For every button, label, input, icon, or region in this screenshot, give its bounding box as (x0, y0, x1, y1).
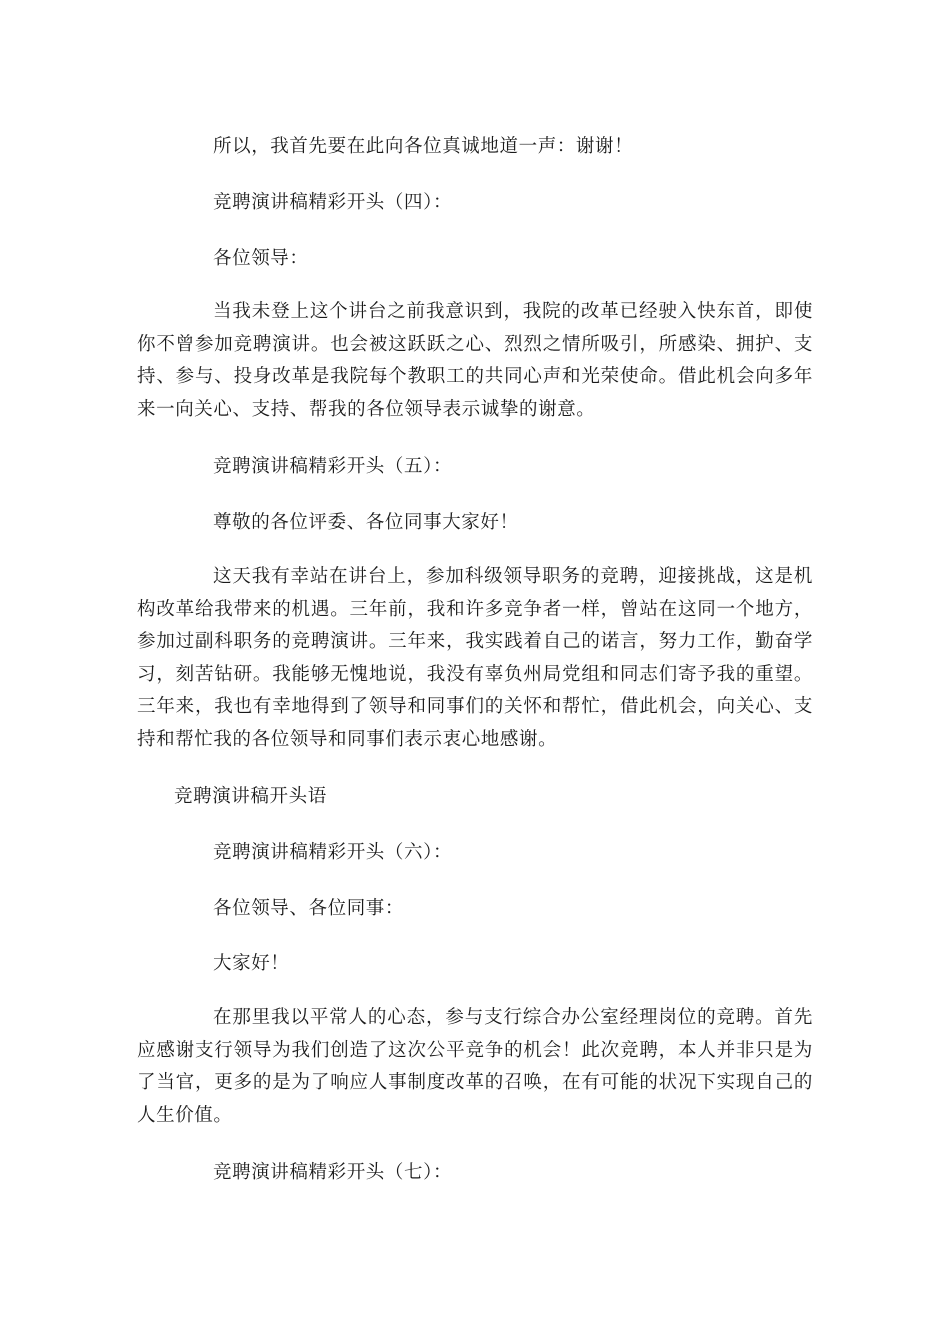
paragraph-thanks: 所以，我首先要在此向各位真诚地道一声：谢谢！ (213, 136, 634, 157)
paragraph-opening-6-body: 在那里我以平常人的心态，参与支行综合办公室经理岗位的竞聘。首先应感谢支行领导为我们创造了这次公平竞争的机会！此次竞聘，本人并非只是为了当官，更多的是为了响应人事制度改革的召唤，在有可能的状况下实现自己的人生价值。 (137, 1007, 813, 1126)
paragraph-opening-4-body: 当我未登上这个讲台之前我意识到，我院的改革已经驶入快东首，即使你不曾参加竞聘演讲。也会被这跃跃之心、烈烈之情所吸引，所感染、拥护、支持、参与、投身改革是我院每个教职工的共同心声和光荣使命。借此机会向多年来一向关心、支持、帮我的各位领导表示诚挚的谢意。 (137, 301, 813, 420)
heading-opening-6: 竞聘演讲稿精彩开头（六）： (213, 842, 453, 863)
heading-opening-5: 竞聘演讲稿精彩开头（五）： (213, 456, 453, 477)
greeting-everyone: 大家好！ (213, 953, 290, 974)
section-title-opening-phrases: 竞聘演讲稿开头语 (174, 786, 327, 807)
heading-opening-7: 竞聘演讲稿精彩开头（七）： (213, 1162, 453, 1183)
salutation-leaders-colleagues: 各位领导、各位同事： (213, 898, 405, 919)
salutation-leaders: 各位领导： (213, 248, 309, 269)
salutation-judges: 尊敬的各位评委、各位同事大家好！ (213, 512, 519, 533)
paragraph-opening-5-body: 这天我有幸站在讲台上，参加科级领导职务的竞聘，迎接挑战，这是机构改革给我带来的机遇。三年前，我和许多竞争者一样，曾站在这同一个地方，参加过副科职务的竞聘演讲。三年来，我实践着自己的诺言，努力工作，勤奋学习，刻苦钻研。我能够无愧地说，我没有辜负州局党组和同志们寄予我的重望。三年来，我也有幸地得到了领导和同事们的关怀和帮忙，借此机会，向关心、支持和帮忙我的各位领导和同事们表示衷心地感谢。 (137, 566, 813, 750)
heading-opening-4: 竞聘演讲稿精彩开头（四）： (213, 192, 453, 213)
